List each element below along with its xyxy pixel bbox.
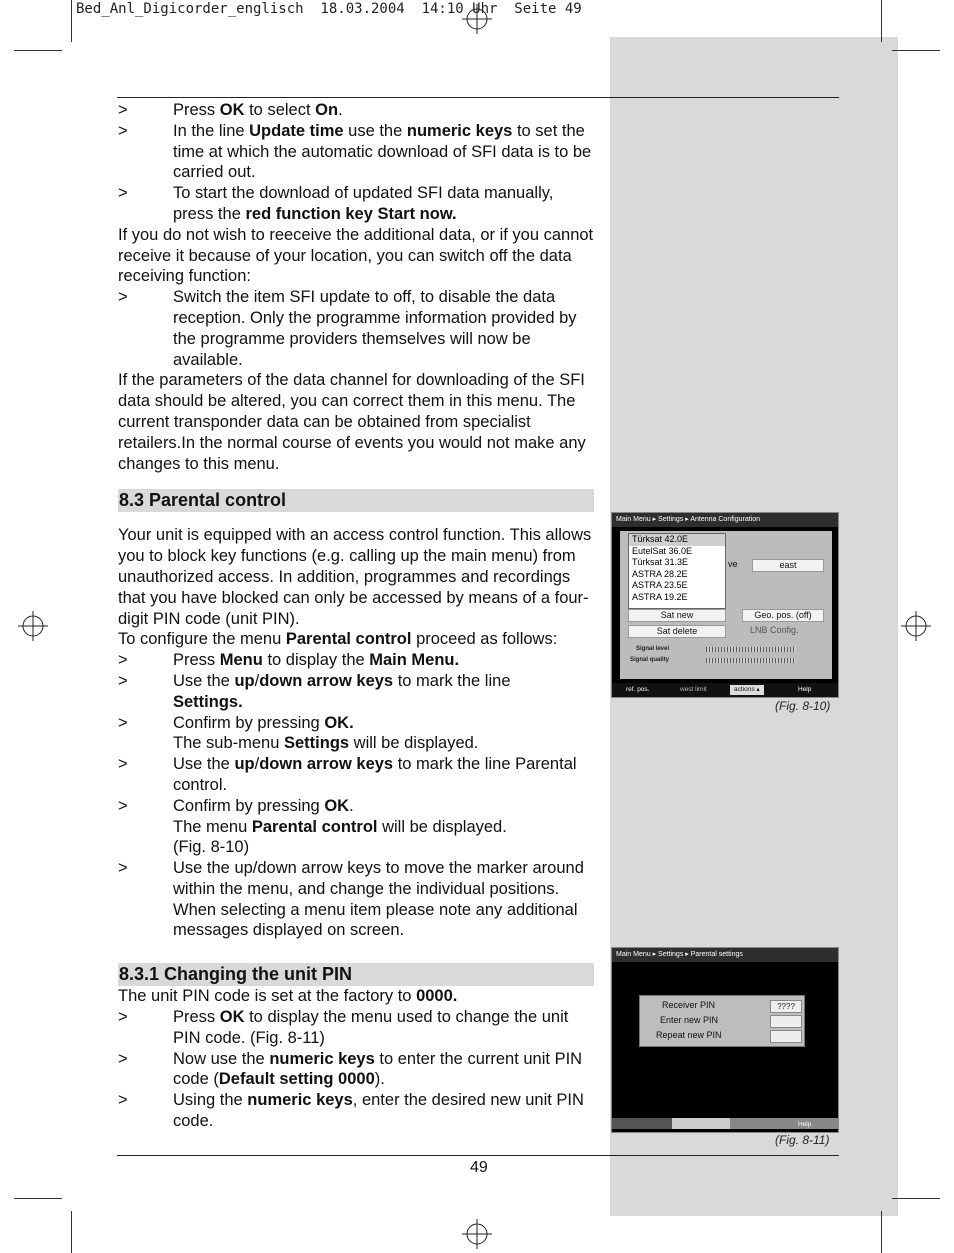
page-number: 49 bbox=[470, 1159, 488, 1176]
signal-quality-bar bbox=[706, 658, 796, 663]
list-item: > Press Menu to display the Main Menu. bbox=[118, 651, 460, 670]
list-item[interactable]: EutelSat 36.0E bbox=[632, 545, 693, 556]
list-item[interactable]: ASTRA 19.2E bbox=[632, 591, 688, 602]
pin-row bbox=[640, 998, 804, 1013]
west-limit-button[interactable]: west limit bbox=[680, 686, 707, 693]
top-rule bbox=[117, 97, 839, 98]
function-bar bbox=[612, 1118, 838, 1129]
crop-mark bbox=[14, 1198, 62, 1199]
list-item[interactable]: Türksat 42.0E bbox=[629, 534, 725, 546]
paragraph: If you do not wish to reeceive the additional data, or if you cannot receive it because of your location, you can switch off the data receiving function: bbox=[118, 225, 594, 286]
registration-mark-icon bbox=[901, 611, 931, 641]
paragraph: To configure the menu Parental control proceed as follows: bbox=[118, 630, 558, 649]
crop-mark bbox=[14, 50, 62, 51]
pin-row bbox=[640, 1028, 804, 1043]
pin-row bbox=[640, 1013, 804, 1028]
list-item: > In the line Update time use the numeric keys to set the time at which the automatic download of SFI data is to be carried out. bbox=[118, 121, 592, 182]
lnb-config-button[interactable]: LNB Config. bbox=[750, 625, 799, 635]
list-item[interactable]: ASTRA 28.2E bbox=[632, 568, 688, 579]
figure-caption: (Fig. 8-10) bbox=[775, 699, 831, 713]
crop-mark bbox=[71, 0, 72, 42]
menu-panel bbox=[620, 531, 832, 679]
repeat-new-pin-label: Repeat new PIN bbox=[656, 1030, 722, 1040]
figure-parental-settings bbox=[611, 947, 839, 1133]
signal-level-bar bbox=[706, 647, 796, 652]
crop-mark bbox=[892, 50, 940, 51]
crop-mark bbox=[881, 0, 882, 42]
paragraph: Your unit is equipped with an access control function. This allows you to block key functions (e.g. calling up the main menu) from unauthorized access. In addition, programmes and recordings that you have blocked can only be accessed by means of a four-digit PIN code (unit PIN). bbox=[118, 526, 592, 628]
ref-pos-button[interactable]: ref. pos. bbox=[626, 686, 650, 693]
list-item[interactable]: Türksat 31.3E bbox=[632, 557, 689, 567]
paragraph: The unit PIN code is set at the factory to 0000. bbox=[118, 987, 458, 1006]
sat-new-button[interactable]: Sat new bbox=[628, 609, 726, 622]
list-item: > Switch the item SFI update to off, to disable the data reception. Only the programme information provided by the programme providers themselves will now be available. bbox=[118, 288, 577, 369]
crop-mark bbox=[881, 1211, 882, 1253]
east-button[interactable]: east bbox=[752, 559, 824, 572]
registration-mark-icon bbox=[462, 1219, 492, 1249]
list-item: > Confirm by pressing OK. The sub-menu Settings will be displayed. bbox=[118, 713, 479, 753]
list-item: > To start the download of updated SFI data manually, press the red function key Start now. bbox=[118, 184, 554, 223]
help-button[interactable]: Help bbox=[798, 686, 812, 693]
figure-caption: (Fig. 8-11) bbox=[775, 1133, 830, 1147]
enter-new-pin-label: Enter new PIN bbox=[660, 1015, 719, 1025]
list-item: > Now use the numeric keys to enter the current unit PIN code (Default setting 0000). bbox=[118, 1049, 583, 1089]
sat-delete-button[interactable]: Sat delete bbox=[628, 625, 726, 638]
registration-mark-icon bbox=[462, 4, 492, 34]
list-item: > Use the up/down arrow keys to mark the line Settings. bbox=[118, 671, 511, 711]
menu-breadcrumb: Main Menu ▸ Settings ▸ Parental settings bbox=[612, 948, 839, 962]
signal-level-label: Signal level bbox=[636, 646, 670, 652]
enter-new-pin-field[interactable] bbox=[770, 1015, 802, 1028]
help-button[interactable]: Help bbox=[798, 1121, 812, 1128]
crop-mark bbox=[71, 1211, 72, 1253]
function-bar bbox=[612, 683, 838, 697]
bottom-rule bbox=[117, 1155, 839, 1156]
satellite-list[interactable] bbox=[628, 533, 726, 609]
figure-antenna-configuration bbox=[611, 512, 839, 698]
list-item[interactable]: ASTRA 23.5E bbox=[632, 580, 688, 590]
registration-mark-icon bbox=[18, 611, 48, 641]
menu-breadcrumb: Main Menu ▸ Settings ▸ Antenna Configuration bbox=[612, 513, 839, 527]
signal-quality-label: Signal quality bbox=[630, 657, 670, 663]
section-heading: 8.3 Parental control bbox=[118, 489, 594, 512]
receiver-pin-label: Receiver PIN bbox=[662, 1000, 716, 1010]
list-item: > Use the up/down arrow keys to mark the line Parental control. bbox=[118, 755, 577, 794]
main-text bbox=[118, 100, 594, 1132]
list-item: > Confirm by pressing OK. The menu Parental control will be displayed. (Fig. 8-10) bbox=[118, 796, 507, 857]
geo-pos-button[interactable]: Geo. pos. (off) bbox=[742, 609, 824, 622]
repeat-new-pin-field[interactable] bbox=[770, 1030, 802, 1043]
list-item: > Press OK to display the menu used to change the unit PIN code. (Fig. 8-11) bbox=[118, 1008, 569, 1047]
list-item: > Using the numeric keys, enter the desired new unit PIN code. bbox=[118, 1091, 584, 1131]
list-item: > Press OK to select On. bbox=[118, 101, 343, 119]
receiver-pin-field[interactable]: ???? bbox=[770, 1000, 802, 1013]
actions-button[interactable]: actions ▴ bbox=[730, 685, 764, 695]
crop-mark bbox=[892, 1198, 940, 1199]
paragraph: If the parameters of the data channel for downloading of the SFI data should be altered, you can correct them in this menu. The current transponder data can be obtained from specialist retailers.In the normal course of events you would not make any changes to this menu. bbox=[118, 371, 586, 473]
partial-label: ve bbox=[728, 559, 738, 569]
section-heading: 8.3.1 Changing the unit PIN bbox=[118, 963, 594, 986]
list-item: > Use the up/down arrow keys to move the marker around within the menu, and change the individual positions. When selecting a menu item please note any additional messages displayed on screen. bbox=[118, 859, 584, 940]
pin-panel bbox=[639, 995, 805, 1047]
print-slug: Bed_Anl_Digicorder_englisch 18.03.2004 14:10 Uhr Seite 49 bbox=[76, 1, 582, 17]
